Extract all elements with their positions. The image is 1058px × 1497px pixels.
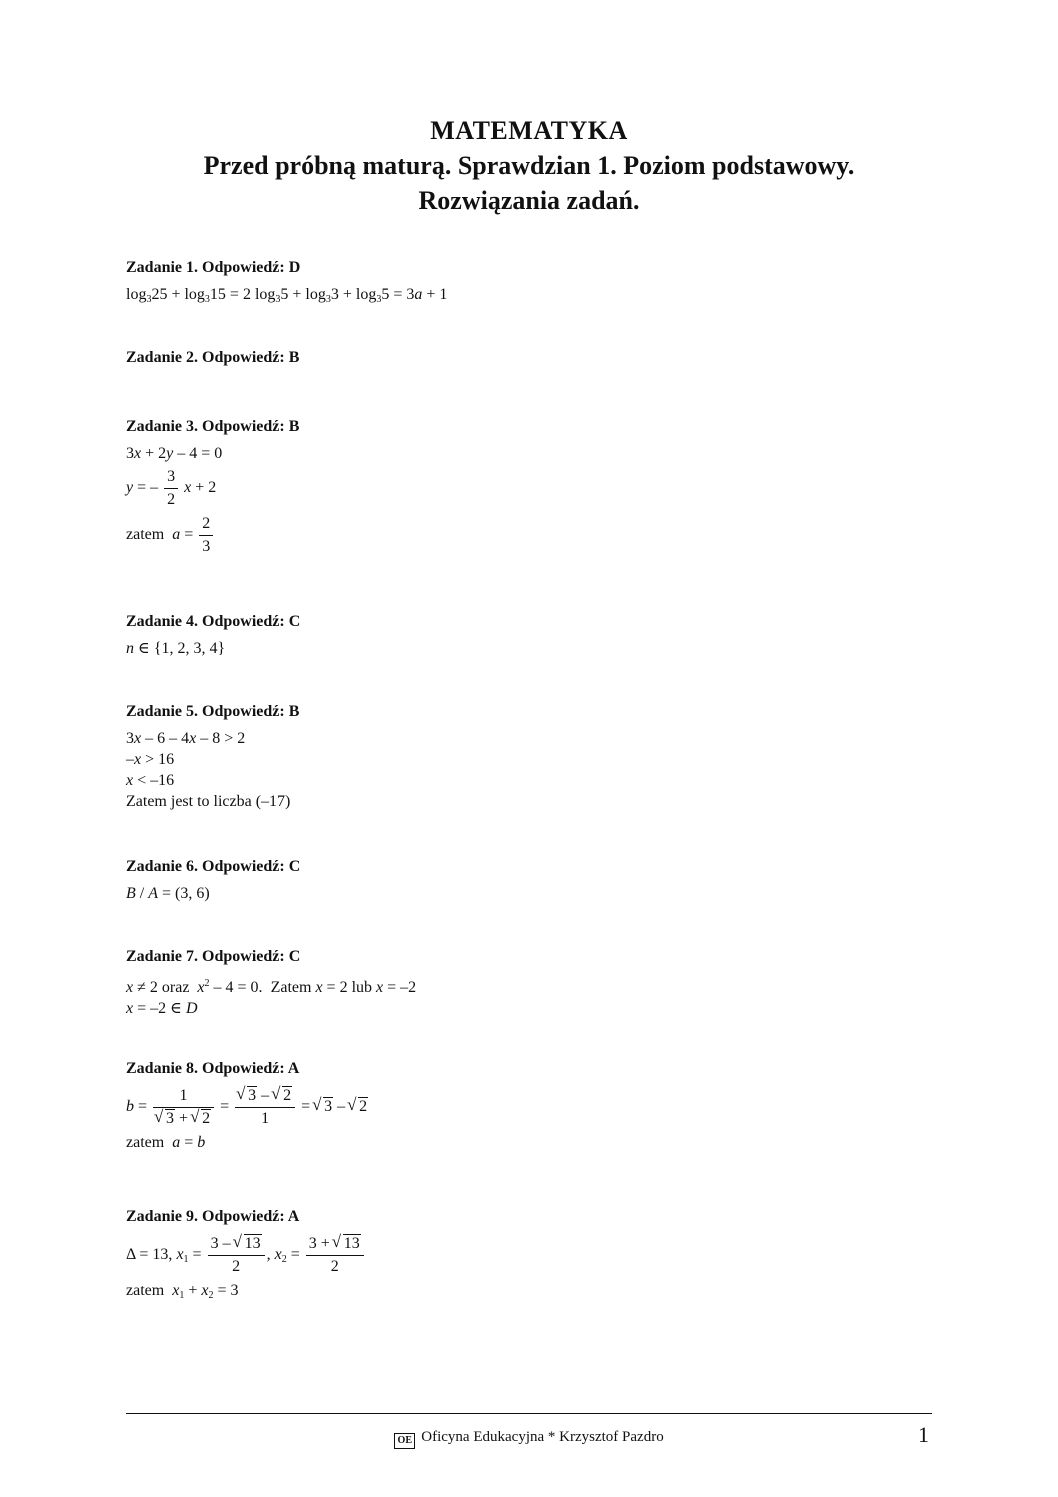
task-8-header: Zadanie 8. Odpowiedź: A (126, 1060, 300, 1077)
task-5-line-1: 3x – 6 – 4x – 8 > 2 (126, 730, 246, 747)
zatem-label: zatem (126, 1134, 165, 1151)
task-3-header: Zadanie 3. Odpowiedź: B (126, 418, 300, 435)
task-7 (126, 946, 416, 1019)
task-4 (126, 611, 300, 659)
task-5 (126, 701, 299, 812)
task-2 (126, 347, 299, 368)
fraction: $\frac{2}{3}$ (199, 513, 213, 558)
zatem-label: Zatem (270, 979, 312, 996)
task-3-equation-2: y = – $\frac{3}{2}$ x + 2 (126, 466, 299, 511)
task-7-line-2: x = –2 ∈ D (126, 1000, 198, 1017)
task-4-header: Zadanie 4. Odpowiedź: C (126, 613, 301, 630)
task-5-header: Zadanie 5. Odpowiedź: B (126, 703, 300, 720)
oraz-label: oraz (161, 979, 190, 996)
task-2-header: Zadanie 2. Odpowiedź: B (126, 349, 300, 366)
task-3 (126, 416, 299, 558)
footer-divider (126, 1413, 932, 1414)
lub-label: lub (351, 979, 373, 996)
task-8 (126, 1058, 368, 1153)
fraction: 1 √ 3 + √ 2 (153, 1085, 214, 1130)
task-8-equation: b = 1 √ 3 + √ 2 = √ $\frac{3 - √ 2}{1}$ = √ 3 – √ 2 (126, 1085, 368, 1130)
task-5-line-3: x < –16 (126, 772, 175, 789)
page-number: 1 (918, 1422, 929, 1447)
page-title: MATEMATYKA (430, 116, 628, 145)
publisher-logo-icon: OE (394, 1433, 415, 1449)
fraction: $\frac{3 - √ 13}{2}$ (208, 1233, 265, 1278)
task-8-conclusion: zatem a = b (126, 1134, 206, 1151)
task-7-line-1: x ≠ 2 oraz $x^2 - 4 = 0$. Zatem x = 2 lub x = –2 (126, 978, 417, 996)
zatem-label: zatem (126, 1282, 165, 1299)
task-6-equation: B / A = (3, 6) (126, 885, 210, 902)
task-6-header: Zadanie 6. Odpowiedź: C (126, 858, 301, 875)
task-5-line-4: Zatem jest to liczba (–17) (126, 793, 291, 810)
zatem-label: zatem (126, 526, 165, 544)
task-9 (126, 1206, 366, 1306)
task-1 (126, 257, 447, 310)
publisher-name: Oficyna Edukacyjna * Krzysztof Pazdro (421, 1429, 664, 1445)
page-subtitle-2: Rozwiązania zadań. (418, 186, 640, 215)
task-4-equation: n ∈ {1, 2, 3, 4} (126, 640, 226, 657)
fraction: √ $\frac{3 - √ 2}{1}$ (235, 1085, 295, 1130)
task-7-header: Zadanie 7. Odpowiedź: C (126, 948, 301, 965)
task-9-header: Zadanie 9. Odpowiedź: A (126, 1208, 300, 1225)
task-3-equation-3: zatem a = $\frac{2}{3}$ (126, 513, 299, 558)
fraction: $\frac{3}{2}$ (164, 466, 178, 511)
task-5-line-2: –x > 16 (126, 751, 175, 768)
task-3-equation-1: 3x + 2y – 4 = 0 (126, 445, 223, 462)
task-1-equation: $\log_325 + \log_315 = 2$ $\log_35 + \log_33 + \log_35 = 3a + 1$ (126, 286, 448, 305)
task-9-equation: Δ = 13, $x_1$ = $\frac{3 - √ 13}{2}$ , $x_2$ = $\frac{3 + √ 13}{2}$ (126, 1233, 366, 1278)
task-1-header: Zadanie 1. Odpowiedź: D (126, 259, 301, 276)
task-9-conclusion: zatem $x_1 + x_2 = 3$ (126, 1282, 239, 1301)
page-subtitle: Przed próbną maturą. Sprawdzian 1. Poziom podstawowy. (203, 151, 855, 180)
footer (0, 1429, 1058, 1449)
task-6 (126, 856, 300, 904)
fraction: $\frac{3 + √ 13}{2}$ (306, 1233, 364, 1278)
